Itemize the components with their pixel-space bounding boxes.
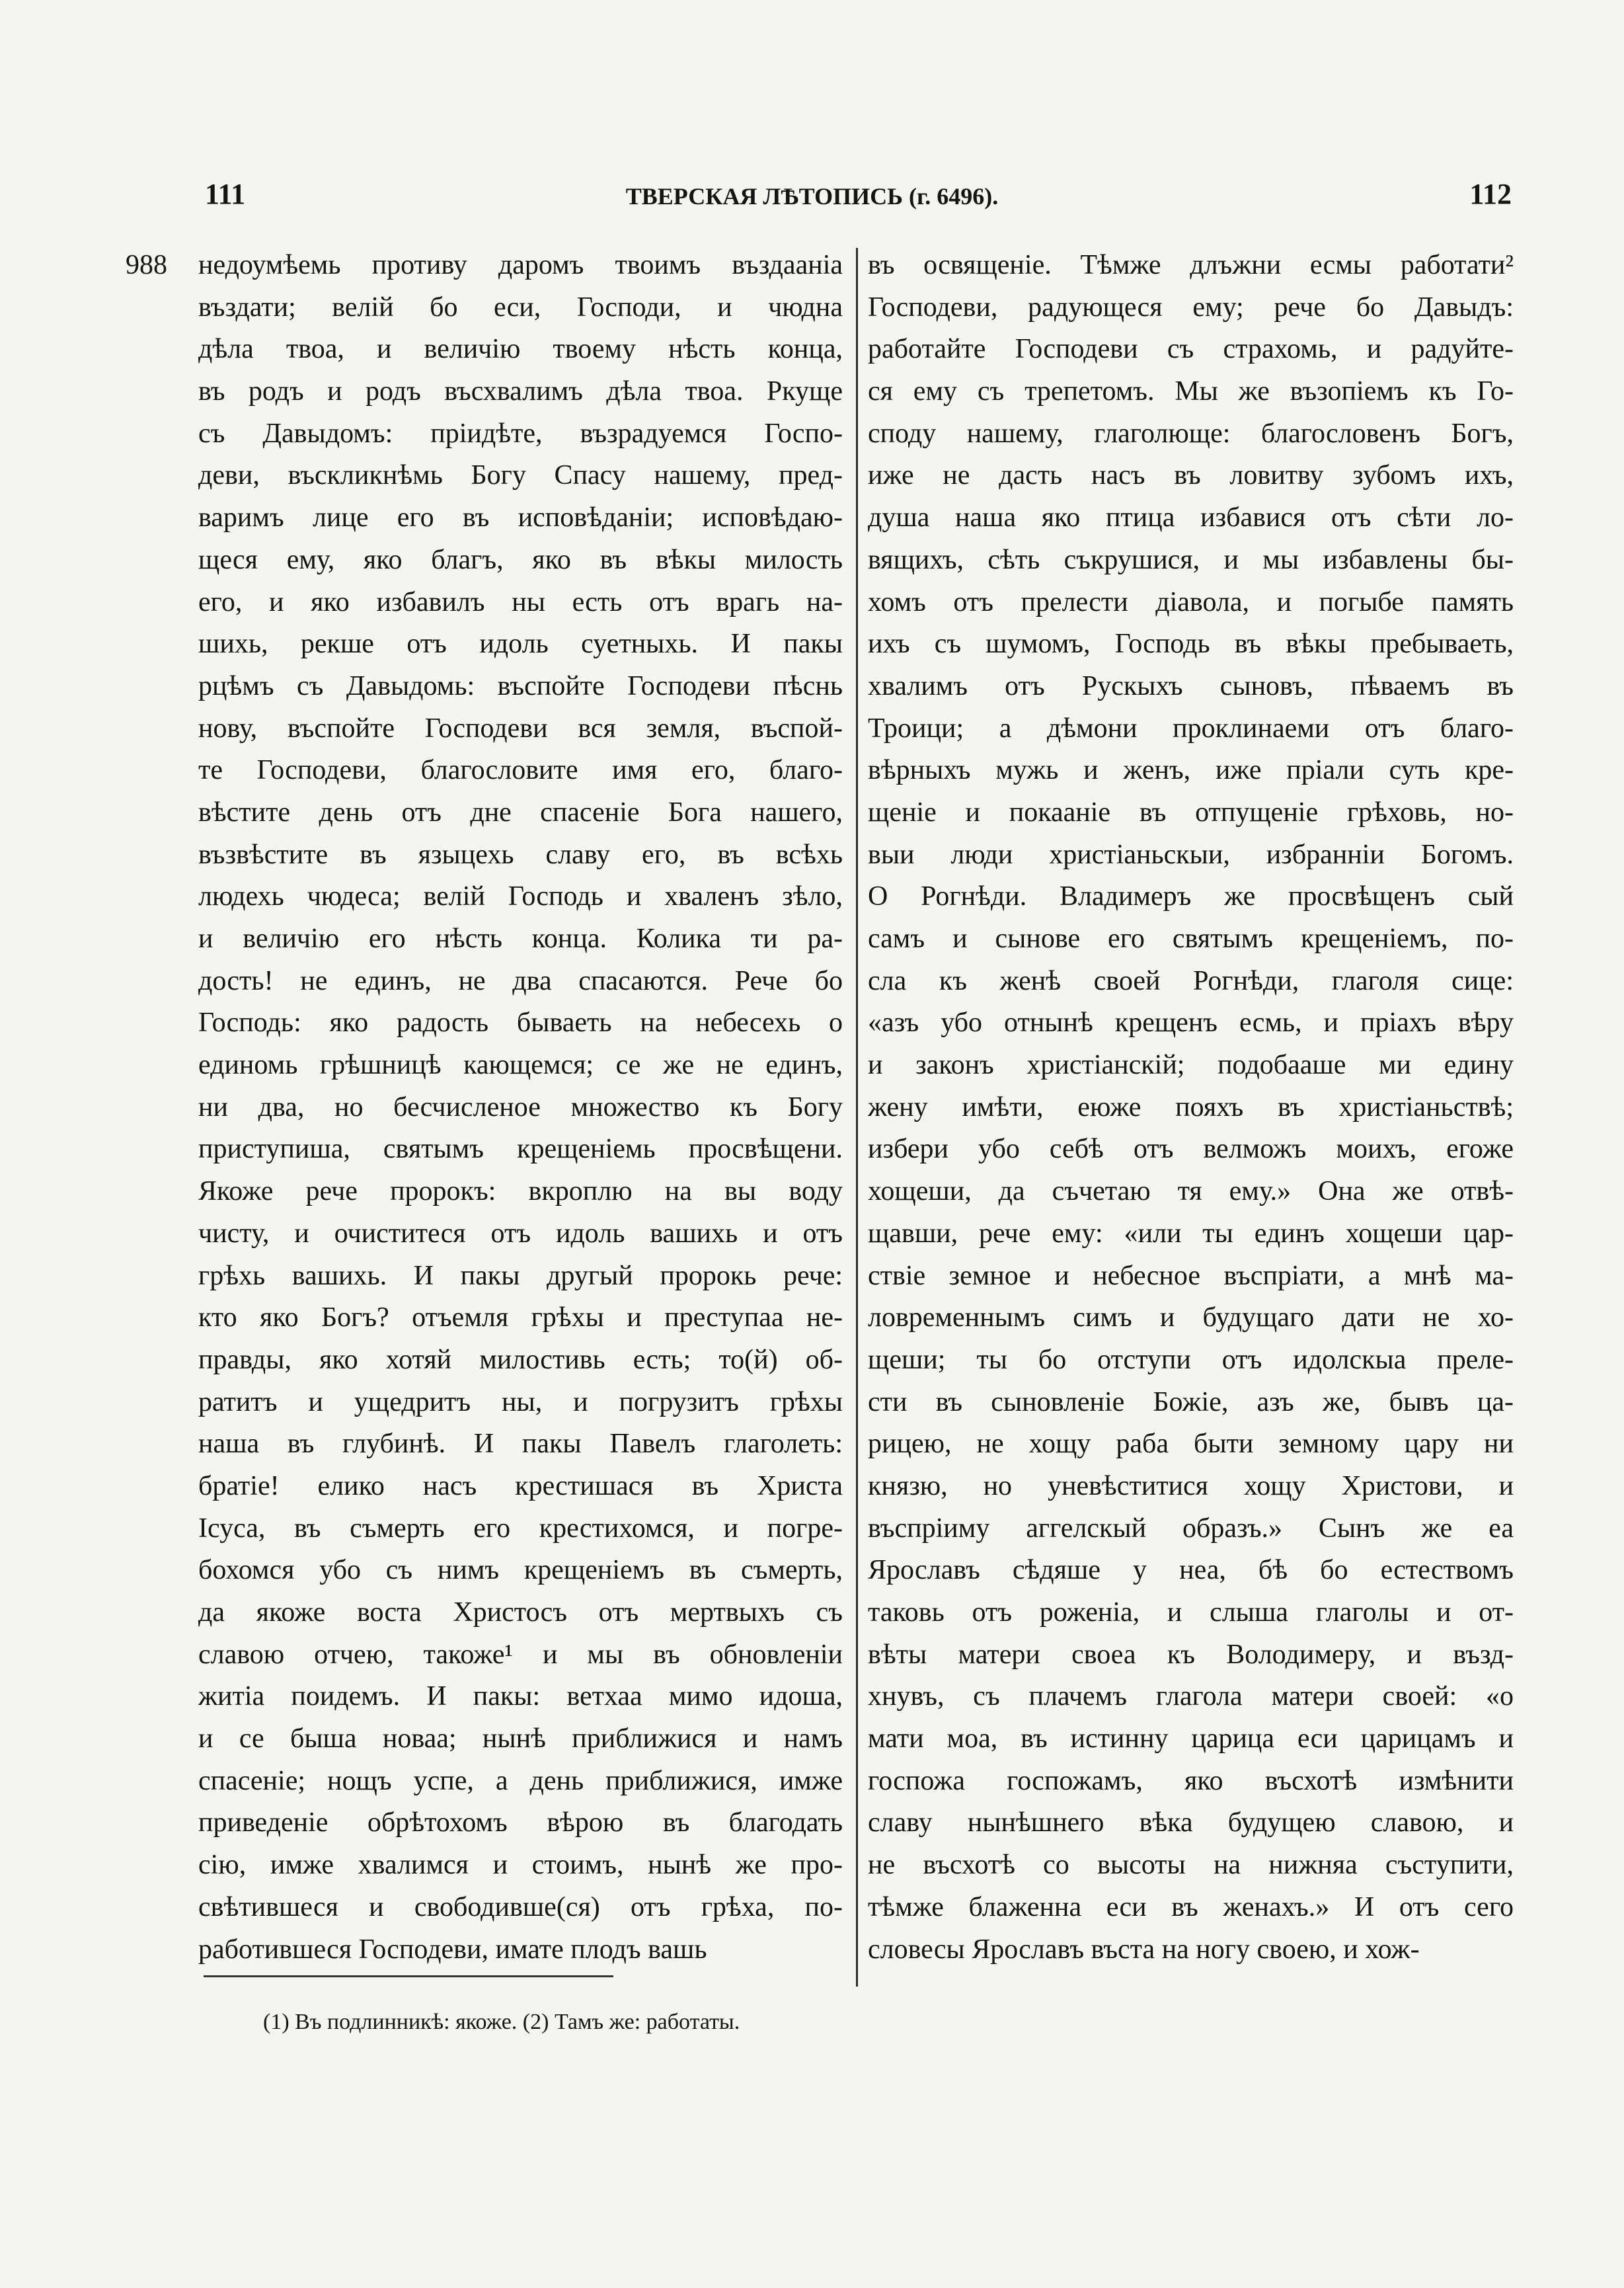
- right-column-line: Троици; а дѣмони проклинаеми отъ благо-: [868, 713, 1514, 744]
- footnote-rule: [204, 1975, 613, 1977]
- right-column-line: не въсхотѣ со высоты на нижняа съступити,: [868, 1850, 1514, 1881]
- right-column-line: иже не дасть насъ въ ловитву зубомъ ихъ,: [868, 460, 1514, 491]
- left-column-line: щеся ему, яко благъ, яко въ вѣкы милость: [198, 544, 843, 575]
- right-column-line: сти въ сыновленіе Божіе, азъ же, бывъ ца-: [868, 1386, 1514, 1417]
- right-column-line: «азъ убо отнынѣ крещенъ есмь, и пріахъ вѣру: [868, 1007, 1514, 1039]
- margin-year: 988: [126, 250, 167, 280]
- right-column-line: душа наша яко птица избавися отъ сѣти ло-: [868, 502, 1514, 533]
- right-column-line: въ освященіе. Тѣмже длъжни есмы работати²: [868, 250, 1514, 280]
- right-column-line: хнувъ, съ плачемъ глагола матери своей: «о: [868, 1681, 1514, 1712]
- right-column-line: госпожа госпожамъ, яко въсхотѣ измѣнити: [868, 1765, 1514, 1796]
- footnote: (1) Въ подлинникѣ: якоже. (2) Тамъ же: работаты.: [263, 2010, 740, 2034]
- right-column-line: самъ и сынове его святымъ крещеніемъ, по-: [868, 924, 1514, 954]
- left-column-line: славою отчею, такоже¹ и мы въ обновленіи: [198, 1639, 843, 1670]
- left-column-line: и величію его нѣсть конца. Колика ти ра-: [198, 924, 843, 954]
- column-divider: [856, 248, 858, 1987]
- left-page-number: 111: [205, 178, 246, 210]
- right-column-line: мати моа, въ истинну царица еси царицамъ и: [868, 1723, 1514, 1755]
- left-column-line: наша въ глубинѣ. И пакы Павелъ глаголеть:: [198, 1429, 843, 1460]
- right-column-line: вѣты матери своеа къ Володимеру, и възд-: [868, 1639, 1514, 1670]
- left-column-line: въздати; велій бо еси, Господи, и чюдна: [198, 292, 843, 323]
- left-column-line: грѣхь вашихь. И пакы другый пророкь рече:: [198, 1260, 843, 1291]
- right-column-line: работайте Господеви съ страхомь, и радуйте-: [868, 334, 1514, 365]
- right-page-number: 112: [1469, 178, 1512, 210]
- right-column-line: въспріиму аггелскый образъ.» Сынъ же еа: [868, 1513, 1514, 1544]
- right-column-line: вѣрныхъ мужь и женъ, иже пріали суть кре-: [868, 755, 1514, 786]
- left-column-line: ратитъ и ущедритъ ны, и погрузитъ грѣхы: [198, 1386, 843, 1417]
- left-column-line: дѣла твоа, и величію твоему нѣсть конца,: [198, 334, 843, 365]
- right-column-line: ловременнымъ симъ и будущаго дати не хо-: [868, 1302, 1514, 1333]
- left-column-line: и се быша новаа; нынѣ приближися и намъ: [198, 1723, 843, 1755]
- right-column-line: жену имѣти, еюже пояхъ въ христіаньствѣ;: [868, 1091, 1514, 1123]
- right-column-line: вящихъ, сѣть съкрушися, и мы избавлены бы-: [868, 544, 1514, 575]
- right-column-line: хвалимъ отъ Рускыхъ сыновъ, пѣваемъ въ: [868, 670, 1514, 701]
- right-column-line: избери убо себѣ отъ велможъ моихъ, егоже: [868, 1134, 1514, 1165]
- left-column-line: бохомся убо съ нимъ крещеніемъ въ съмерть,: [198, 1555, 843, 1586]
- right-column-line: рицею, не хощу раба быти земному цару ни: [868, 1429, 1514, 1460]
- left-column-line: Якоже рече пророкъ: вкроплю на вы воду: [198, 1176, 843, 1207]
- left-column-line: въ родъ и родъ въсхвалимъ дѣла твоа. Ркуще: [198, 376, 843, 407]
- left-column-line: варимъ лице его въ исповѣданіи; исповѣдаю-: [198, 502, 843, 533]
- left-column-line: ни два, но бесчисленое множество къ Богу: [198, 1091, 843, 1123]
- right-column: [868, 245, 1514, 1971]
- left-column-line: приведеніе обрѣтохомъ вѣрою въ благодать: [198, 1807, 843, 1838]
- right-column-line: ихъ съ шумомъ, Господь въ вѣкы пребываеть,: [868, 629, 1514, 660]
- left-column-line: приступиша, святымъ крещеніемь просвѣщени.: [198, 1134, 843, 1165]
- right-column-line: ствіе земное и небесное въспріати, а мнѣ ма-: [868, 1260, 1514, 1291]
- right-column-line: О Рогнѣди. Владимеръ же просвѣщенъ сый: [868, 881, 1514, 912]
- left-column-line: нову, въспойте Господеви вся земля, въспой-: [198, 713, 843, 744]
- left-column-line: кто яко Богъ? отъемля грѣхы и преступаа не-: [198, 1302, 843, 1333]
- left-column-line: вѣстите день отъ дне спасеніе Бога нашего,: [198, 797, 843, 828]
- left-column-line: Ісуса, въ съмерть его крестихомся, и погре-: [198, 1513, 843, 1544]
- left-column-line: его, и яко избавилъ ны есть отъ врагь на-: [198, 586, 843, 617]
- left-column-line: да якоже воста Христосъ отъ мертвыхъ съ: [198, 1597, 843, 1628]
- right-column-line: споду нашему, глаголюще: благословенъ Богъ,: [868, 418, 1514, 449]
- running-title: ТВЕРСКАЯ ЛѢТОПИСЬ (г. 6496).: [625, 183, 999, 210]
- right-column-line: щеши; ты бо отступи отъ идолскыа преле-: [868, 1344, 1514, 1375]
- left-column-line: правды, яко хотяй милостивь есть; то(й) об-: [198, 1344, 843, 1375]
- right-column-line: хомъ отъ прелести діавола, и погыбе память: [868, 586, 1514, 617]
- left-column-line: сію, имже хвалимся и стоимъ, нынѣ же про-: [198, 1850, 843, 1881]
- right-column-line: Ярославъ сѣдяше у неа, бѣ бо естествомъ: [868, 1555, 1514, 1586]
- right-column-line: Господеви, радующеся ему; рече бо Давыдъ:: [868, 292, 1514, 323]
- right-column-line: и законъ христіанскій; подобааше ми едину: [868, 1050, 1514, 1081]
- left-column-line: рцѣмъ съ Давыдомь: въспойте Господеви пѣснь: [198, 670, 843, 701]
- left-column: [198, 245, 843, 1971]
- left-column-line: чисту, и очиститеся отъ идоль вашихь и отъ: [198, 1218, 843, 1249]
- right-column-line: щеніе и покааніе въ отпущеніе грѣховь, но-: [868, 797, 1514, 828]
- left-column-line: недоумѣемь противу даромъ твоимъ въздааніа: [198, 250, 843, 280]
- left-column-line: те Господеви, благословите имя его, благо-: [198, 755, 843, 786]
- right-column-line: славу нынѣшнего вѣка будущею славою, и: [868, 1807, 1514, 1838]
- right-column-line: сла къ женѣ своей Рогнѣди, глаголя сице:: [868, 965, 1514, 996]
- left-column-line: възвѣстите въ языцехь славу его, въ всѣхь: [198, 839, 843, 870]
- left-column-line: работившеся Господеви, имате плодъ вашь: [198, 1934, 707, 1965]
- left-column-line: спасеніе; нощъ успе, а день приближися, имже: [198, 1765, 843, 1796]
- right-column-line: словесы Ярославъ въста на ногу своею, и хож-: [868, 1934, 1420, 1965]
- right-column-line: хощеши, да съчетаю тя ему.» Она же отвѣ-: [868, 1176, 1514, 1207]
- left-column-line: Господь: яко радость бываеть на небесехь о: [198, 1007, 843, 1039]
- left-column-line: житіа поидемъ. И пакы: ветхаа мимо идоша,: [198, 1681, 843, 1712]
- right-column-line: щавши, рече ему: «или ты единъ хощеши цар-: [868, 1218, 1514, 1249]
- right-column-line: тѣмже блаженна еси въ женахъ.» И отъ сего: [868, 1891, 1514, 1922]
- left-column-line: братіе! елико насъ крестишася въ Христа: [198, 1470, 843, 1501]
- right-column-line: ся ему съ трепетомъ. Мы же възопіемъ къ Го-: [868, 376, 1514, 407]
- right-column-line: князю, но уневѣститися хощу Христови, и: [868, 1470, 1514, 1501]
- right-column-line: таковь отъ роженіа, и слыша глаголы и от-: [868, 1597, 1514, 1628]
- left-column-line: съ Давыдомъ: пріидѣте, възрадуемся Госпо-: [198, 418, 843, 449]
- left-column-line: людехь чюдеса; велій Господь и хваленъ зѣло,: [198, 881, 843, 912]
- left-column-line: деви, въскликнѣмь Богу Спасу нашему, пред-: [198, 460, 843, 491]
- left-column-line: свѣтившеся и свободивше(ся) отъ грѣха, по-: [198, 1891, 843, 1922]
- right-column-line: выи люди христіаньскыи, избранніи Богомъ.: [868, 839, 1514, 870]
- left-column-line: единомь грѣшницѣ кающемся; се же не единъ,: [198, 1050, 843, 1081]
- left-column-line: дость! не единъ, не два спасаются. Рече бо: [198, 965, 843, 996]
- left-column-line: шихь, рекше отъ идоль суетныхь. И пакы: [198, 629, 843, 660]
